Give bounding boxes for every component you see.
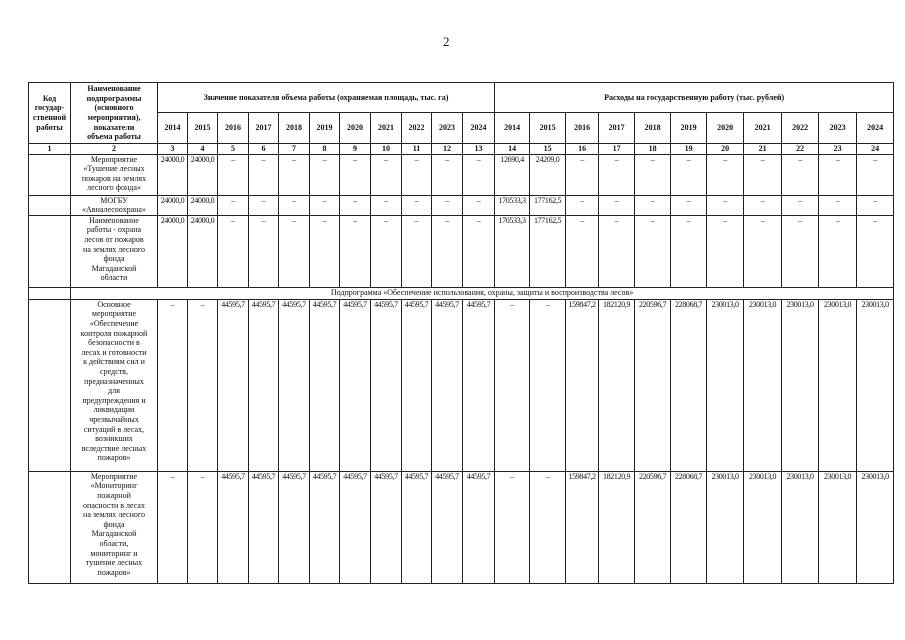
volume-value-cell: –: [188, 299, 218, 471]
code-cell: [29, 154, 71, 195]
expense-value-cell: 159847,2: [566, 299, 599, 471]
row-name-cell: [71, 215, 158, 287]
expense-value-cell: –: [671, 195, 707, 215]
expense-value-cell: 230013,0: [857, 299, 894, 471]
column-number: 2: [71, 144, 158, 155]
expense-value-cell: 177162,5: [530, 195, 566, 215]
column-number: 21: [744, 144, 782, 155]
column-number: 12: [432, 144, 463, 155]
year-header-value: 2021: [371, 113, 402, 144]
volume-value-cell: 44595,7: [371, 471, 402, 583]
volume-value-cell: –: [463, 195, 495, 215]
volume-value-cell: –: [249, 154, 279, 195]
year-header-value: 2017: [249, 113, 279, 144]
expense-value-cell: –: [599, 195, 635, 215]
column-number: 22: [782, 144, 819, 155]
volume-value-cell: –: [371, 154, 402, 195]
volume-value-cell: 24000,0: [188, 195, 218, 215]
expense-value-cell: 182120,9: [599, 299, 635, 471]
column-number: 15: [530, 144, 566, 155]
year-header-expense: 2021: [744, 113, 782, 144]
year-header-expense: 2017: [599, 113, 635, 144]
year-header-value: 2022: [402, 113, 432, 144]
volume-value-cell: –: [249, 215, 279, 287]
subprogram-title: Подпрограмма «Обеспечение использования, охраны, защиты и воспроизводства лесов»: [71, 287, 894, 299]
header-row-years: [29, 113, 894, 144]
expense-value-cell: 159847,2: [566, 471, 599, 583]
row-name: Наименование работы - охрана лесов от пожаров на землях лесного фонда Магаданской области: [83, 215, 145, 283]
expense-value-cell: –: [782, 154, 819, 195]
code-cell: [29, 471, 71, 583]
volume-value-cell: 44595,7: [340, 471, 371, 583]
expense-value-cell: –: [744, 154, 782, 195]
volume-value-cell: –: [279, 195, 310, 215]
volume-value-cell: 44595,7: [432, 299, 463, 471]
expense-value-cell: –: [782, 215, 819, 287]
volume-value-cell: 44595,7: [463, 299, 495, 471]
table-row: [29, 195, 894, 215]
volume-value-cell: 44595,7: [218, 471, 249, 583]
volume-value-cell: 44595,7: [279, 299, 310, 471]
year-header-expense: 2020: [707, 113, 744, 144]
row-name-cell: [71, 154, 158, 195]
expense-value-cell: –: [819, 195, 857, 215]
volume-value-cell: 44595,7: [371, 299, 402, 471]
volume-value-cell: 24000,0: [188, 215, 218, 287]
expense-value-cell: –: [707, 195, 744, 215]
year-header-expense: 2016: [566, 113, 599, 144]
expense-value-cell: 230013,0: [707, 299, 744, 471]
expense-value-cell: 230013,0: [857, 471, 894, 583]
volume-value-cell: 44595,7: [310, 471, 340, 583]
expense-value-cell: –: [635, 195, 671, 215]
volume-value-cell: –: [432, 154, 463, 195]
volume-value-cell: –: [340, 215, 371, 287]
expense-value-cell: 230013,0: [707, 471, 744, 583]
year-header-expense: 2019: [671, 113, 707, 144]
expense-value-cell: –: [566, 215, 599, 287]
expense-value-cell: –: [782, 195, 819, 215]
code-cell: [29, 287, 71, 299]
column-number: 17: [599, 144, 635, 155]
volume-value-cell: –: [218, 215, 249, 287]
volume-value-cell: 44595,7: [432, 471, 463, 583]
expense-value-cell: 170533,3: [495, 215, 530, 287]
expense-value-cell: 228068,7: [671, 471, 707, 583]
year-header-value: 2020: [340, 113, 371, 144]
volume-value-cell: –: [158, 299, 188, 471]
table-row: [29, 154, 894, 195]
expense-value-cell: –: [671, 154, 707, 195]
column-number: 4: [188, 144, 218, 155]
year-header-expense: 2014: [495, 113, 530, 144]
column-number: 1: [29, 144, 71, 155]
year-header-expense: 2023: [819, 113, 857, 144]
expense-value-cell: –: [857, 215, 894, 287]
volume-value-cell: 44595,7: [218, 299, 249, 471]
volume-value-cell: 24000,0: [158, 154, 188, 195]
table-row: [29, 471, 894, 583]
volume-value-cell: 44595,7: [310, 299, 340, 471]
expense-value-cell: –: [707, 154, 744, 195]
volume-value-cell: –: [310, 154, 340, 195]
volume-value-cell: 44595,7: [463, 471, 495, 583]
row-name-cell: [71, 471, 158, 583]
column-number: 6: [249, 144, 279, 155]
expense-value-cell: 230013,0: [744, 299, 782, 471]
expense-value-cell: 230013,0: [744, 471, 782, 583]
volume-value-cell: 44595,7: [249, 471, 279, 583]
column-number: 24: [857, 144, 894, 155]
code-cell: [29, 215, 71, 287]
expense-value-cell: –: [857, 154, 894, 195]
volume-value-cell: –: [402, 215, 432, 287]
expense-value-cell: –: [566, 195, 599, 215]
volume-value-cell: 24000,0: [188, 154, 218, 195]
volume-value-cell: –: [279, 215, 310, 287]
expense-value-cell: –: [635, 215, 671, 287]
volume-value-cell: –: [218, 154, 249, 195]
subprogram-row: [29, 287, 894, 299]
expense-value-cell: –: [530, 299, 566, 471]
expense-value-cell: 170533,3: [495, 195, 530, 215]
column-number: 10: [371, 144, 402, 155]
expense-value-cell: 177162,5: [530, 215, 566, 287]
expense-value-cell: –: [671, 215, 707, 287]
header-values-group: Значение показателя объема работы (охраняемая площадь, тыс. га): [158, 83, 495, 113]
volume-value-cell: –: [279, 154, 310, 195]
volume-value-cell: –: [249, 195, 279, 215]
header-row-groups: [29, 83, 894, 113]
code-cell: [29, 195, 71, 215]
volume-value-cell: 44595,7: [340, 299, 371, 471]
column-number: 19: [671, 144, 707, 155]
year-header-value: 2015: [188, 113, 218, 144]
row-name: МОГБУ «Авиалесоохрана»: [82, 195, 146, 215]
column-number: 11: [402, 144, 432, 155]
volume-value-cell: 24000,0: [158, 215, 188, 287]
column-number: 8: [310, 144, 340, 155]
volume-value-cell: 24000,0: [158, 195, 188, 215]
column-number: 14: [495, 144, 530, 155]
header-expenses-group: Расходы на государственную работу (тыс. рублей): [495, 83, 894, 113]
volume-value-cell: 44595,7: [402, 471, 432, 583]
expense-value-cell: –: [599, 154, 635, 195]
header-code: Код государ- ственной работы: [29, 83, 71, 144]
year-header-value: 2014: [158, 113, 188, 144]
expense-value-cell: –: [495, 299, 530, 471]
volume-value-cell: 44595,7: [402, 299, 432, 471]
expense-value-cell: –: [819, 154, 857, 195]
year-header-value: 2023: [432, 113, 463, 144]
expense-value-cell: –: [530, 471, 566, 583]
column-number: 20: [707, 144, 744, 155]
year-header-expense: 2018: [635, 113, 671, 144]
expense-value-cell: 24209,0: [530, 154, 566, 195]
expense-value-cell: 182120,9: [599, 471, 635, 583]
header-name: Наименование подпрограммы (основного мероприятия), показатели объема работы: [71, 83, 158, 144]
volume-value-cell: –: [340, 154, 371, 195]
volume-value-cell: –: [463, 215, 495, 287]
table-row: [29, 299, 894, 471]
volume-value-cell: 44595,7: [279, 471, 310, 583]
row-name-cell: [71, 195, 158, 215]
volume-value-cell: –: [402, 195, 432, 215]
volume-value-cell: –: [340, 195, 371, 215]
expense-value-cell: 230013,0: [819, 299, 857, 471]
column-number: 13: [463, 144, 495, 155]
year-header-value: 2016: [218, 113, 249, 144]
column-number: 7: [279, 144, 310, 155]
expense-value-cell: –: [857, 195, 894, 215]
table-row: [29, 215, 894, 287]
expense-value-cell: 220596,7: [635, 299, 671, 471]
column-number: 5: [218, 144, 249, 155]
year-header-value: 2019: [310, 113, 340, 144]
column-number: 18: [635, 144, 671, 155]
expense-value-cell: 12690,4: [495, 154, 530, 195]
year-header-expense: 2024: [857, 113, 894, 144]
volume-value-cell: –: [463, 154, 495, 195]
column-number: 16: [566, 144, 599, 155]
expense-value-cell: –: [744, 215, 782, 287]
year-header-expense: 2022: [782, 113, 819, 144]
work-table: [28, 82, 894, 584]
row-name: Мероприятие «Тушение лесных пожаров на землях лесного фонда»: [81, 154, 147, 193]
volume-value-cell: –: [218, 195, 249, 215]
volume-value-cell: –: [188, 471, 218, 583]
volume-value-cell: 44595,7: [249, 299, 279, 471]
expense-value-cell: –: [819, 215, 857, 287]
volume-value-cell: –: [432, 215, 463, 287]
page-number: 2: [443, 34, 450, 49]
expense-value-cell: –: [707, 215, 744, 287]
expense-value-cell: –: [599, 215, 635, 287]
expense-value-cell: 230013,0: [782, 299, 819, 471]
row-name-cell: [71, 299, 158, 471]
expense-value-cell: –: [635, 154, 671, 195]
volume-value-cell: –: [402, 154, 432, 195]
volume-value-cell: –: [310, 195, 340, 215]
row-name: Основное мероприятие «Обеспечение контроля пожарной безопасности в лесах и готовности к действиям сил и средств, предназначенных для предупреждения и ликвидации чрезвычайных ситуаций в лесах, возникших вследствие лесных пожаров»: [80, 299, 148, 463]
expense-value-cell: 228068,7: [671, 299, 707, 471]
expense-value-cell: –: [495, 471, 530, 583]
volume-value-cell: –: [158, 471, 188, 583]
year-header-value: 2024: [463, 113, 495, 144]
expense-value-cell: –: [566, 154, 599, 195]
volume-value-cell: –: [310, 215, 340, 287]
header-row-numbers: [29, 144, 894, 155]
column-number: 3: [158, 144, 188, 155]
volume-value-cell: –: [371, 195, 402, 215]
year-header-expense: 2015: [530, 113, 566, 144]
expense-value-cell: 220596,7: [635, 471, 671, 583]
expense-value-cell: 230013,0: [819, 471, 857, 583]
row-name: Мероприятие «Мониторинг пожарной опасности в лесах на землях лесного фонда Магаданской области, мониторинг и тушение лесных пожаров»: [83, 471, 145, 577]
volume-value-cell: –: [432, 195, 463, 215]
code-cell: [29, 299, 71, 471]
column-number: 9: [340, 144, 371, 155]
volume-value-cell: –: [371, 215, 402, 287]
year-header-value: 2018: [279, 113, 310, 144]
expense-value-cell: 230013,0: [782, 471, 819, 583]
expense-value-cell: –: [744, 195, 782, 215]
column-number: 23: [819, 144, 857, 155]
